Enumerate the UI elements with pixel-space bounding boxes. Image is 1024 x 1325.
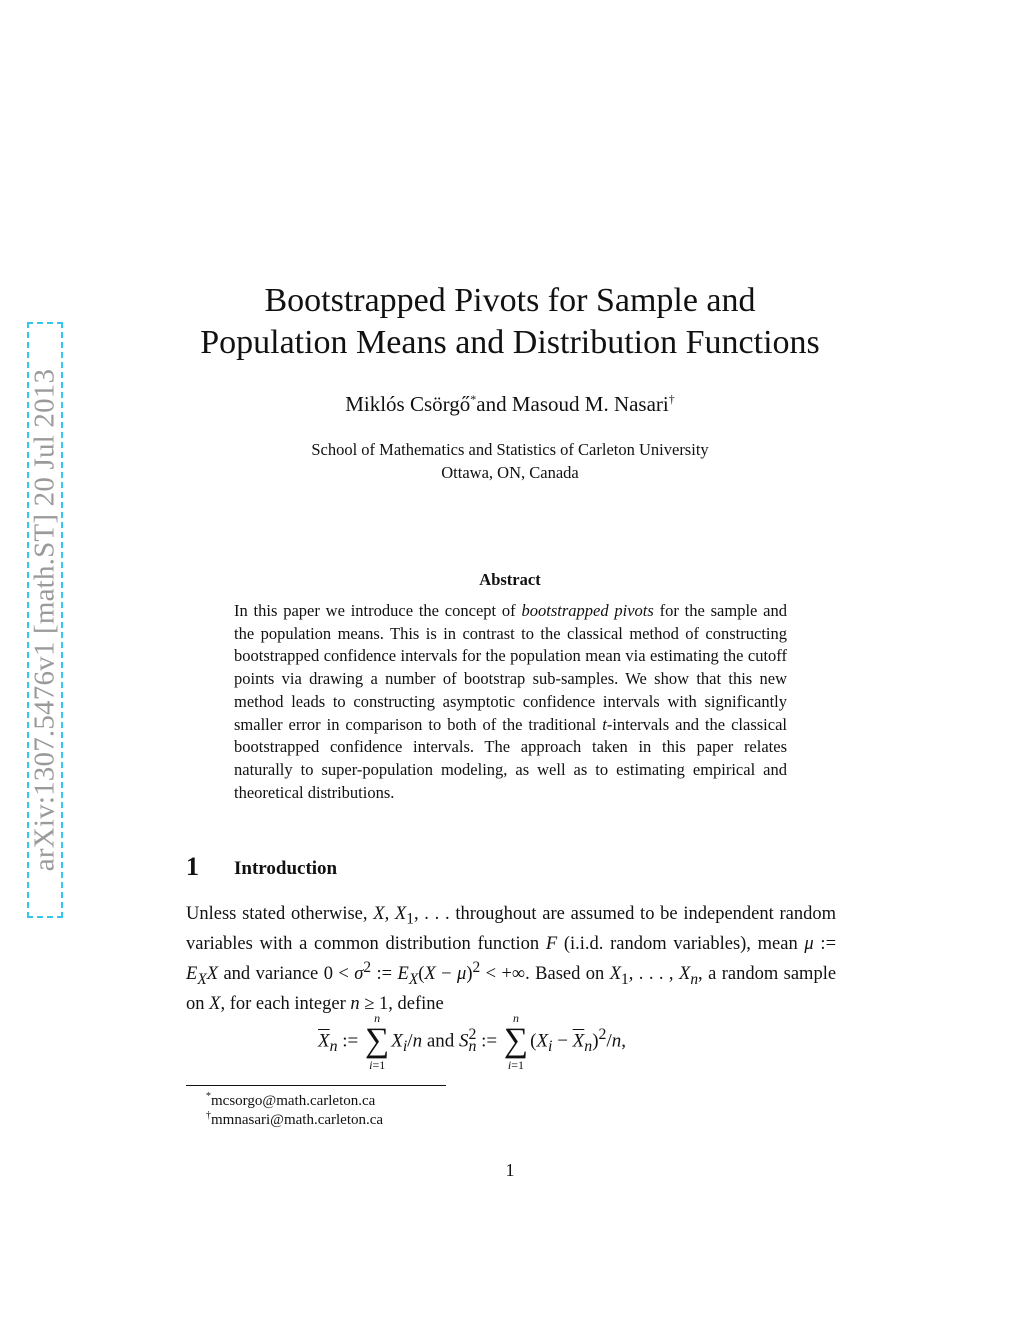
abstract-text-3: -intervals and the classical bootstrapped confidence intervals. The approach taken in this paper relates naturally to super-population modeling, as well as to estimating empirical and theoretical distributions.: [234, 714, 787, 802]
intro-text: , define: [388, 994, 444, 1015]
footnote-2-mark: †: [206, 1110, 211, 1121]
intro-text: Unless stated otherwise,: [186, 904, 374, 924]
section-number: 1: [186, 852, 199, 881]
intro-text: . Based on: [525, 964, 610, 985]
affiliation: [200, 438, 820, 484]
arxiv-stamp: [27, 322, 63, 918]
author-2-mark: †: [668, 392, 675, 406]
footnote-1-mark: *: [206, 1091, 211, 1102]
footnote-2-email: mmnasari@math.carleton.ca: [211, 1112, 384, 1128]
section-title: Introduction: [234, 858, 338, 879]
intro-text: , a random sample on: [186, 964, 837, 1015]
title-line-2: Population Means and Distribution Functions: [200, 324, 820, 361]
title-line-1: Bootstrapped Pivots for Sample and: [264, 282, 756, 319]
footnote-1: [206, 1091, 375, 1110]
page-number: 1: [505, 1160, 515, 1180]
intro-text: throughout are assumed to be independent random variables with a common distribution function: [186, 904, 837, 954]
paper-title: [120, 280, 900, 364]
affiliation-line-2: Ottawa, ON, Canada: [441, 463, 579, 482]
intro-paragraph: Unless stated otherwise, X, $X_1$, . . . throughout are assumed to be independent random variables with a common distribution function F (i.i.d. random variables), mean μ := $E_XX$ and variance $0 < \sigma^2$ := $E_X(X - \mu)^2$ < +∞. Based on $X_1$, . . . , $X_n$, a random sample on X, for each integer n ≥ 1, define: [186, 904, 837, 1015]
abstract-t: t: [602, 714, 607, 734]
intro-text: and variance: [218, 964, 324, 985]
abstract-text-2: for the sample and the population means. This is in contrast to the classical method of constructing bootstrapped confidence intervals for the population mean via estimating the cutoff points via drawing a number of bootstrap sub-samples. We show that this new method leads to constructing asymptotic confidence intervals with significantly smaller error in comparison to both of the traditional: [234, 601, 787, 734]
author-2: Masoud M. Nasari: [511, 392, 669, 416]
intro-text: (i.i.d. random variables), mean: [557, 933, 805, 954]
footnote-rule: [186, 1085, 446, 1086]
abstract-body: [234, 600, 787, 804]
footnote-2: [206, 1110, 383, 1129]
display-equation: $\overline{X}_n$ := n ∑ i=1 $X_i/n$ and $S^2_n$ := n ∑ i=1 $(X_i - \overline{X}_n)^2/n$,: [318, 1011, 626, 1072]
author-1-mark: *: [470, 392, 477, 406]
abstract-heading: Abstract: [479, 570, 541, 589]
footnote-1-email: mcsorgo@math.carleton.ca: [211, 1093, 376, 1109]
authors: [200, 392, 820, 417]
authors-conj: and: [476, 392, 507, 416]
arxiv-stamp-text: arXiv:1307.5476v1 [math.ST] 20 Jul 2013: [28, 368, 61, 872]
abstract-emphasis: bootstrapped pivots: [521, 601, 654, 620]
intro-text: , for each integer: [220, 994, 351, 1015]
affiliation-line-1: School of Mathematics and Statistics of Carleton University: [311, 440, 709, 459]
equation-and: and: [426, 1030, 455, 1052]
author-1: Miklós Csörgő: [345, 392, 471, 416]
abstract-text-1: In this paper we introduce the concept of: [234, 601, 522, 620]
